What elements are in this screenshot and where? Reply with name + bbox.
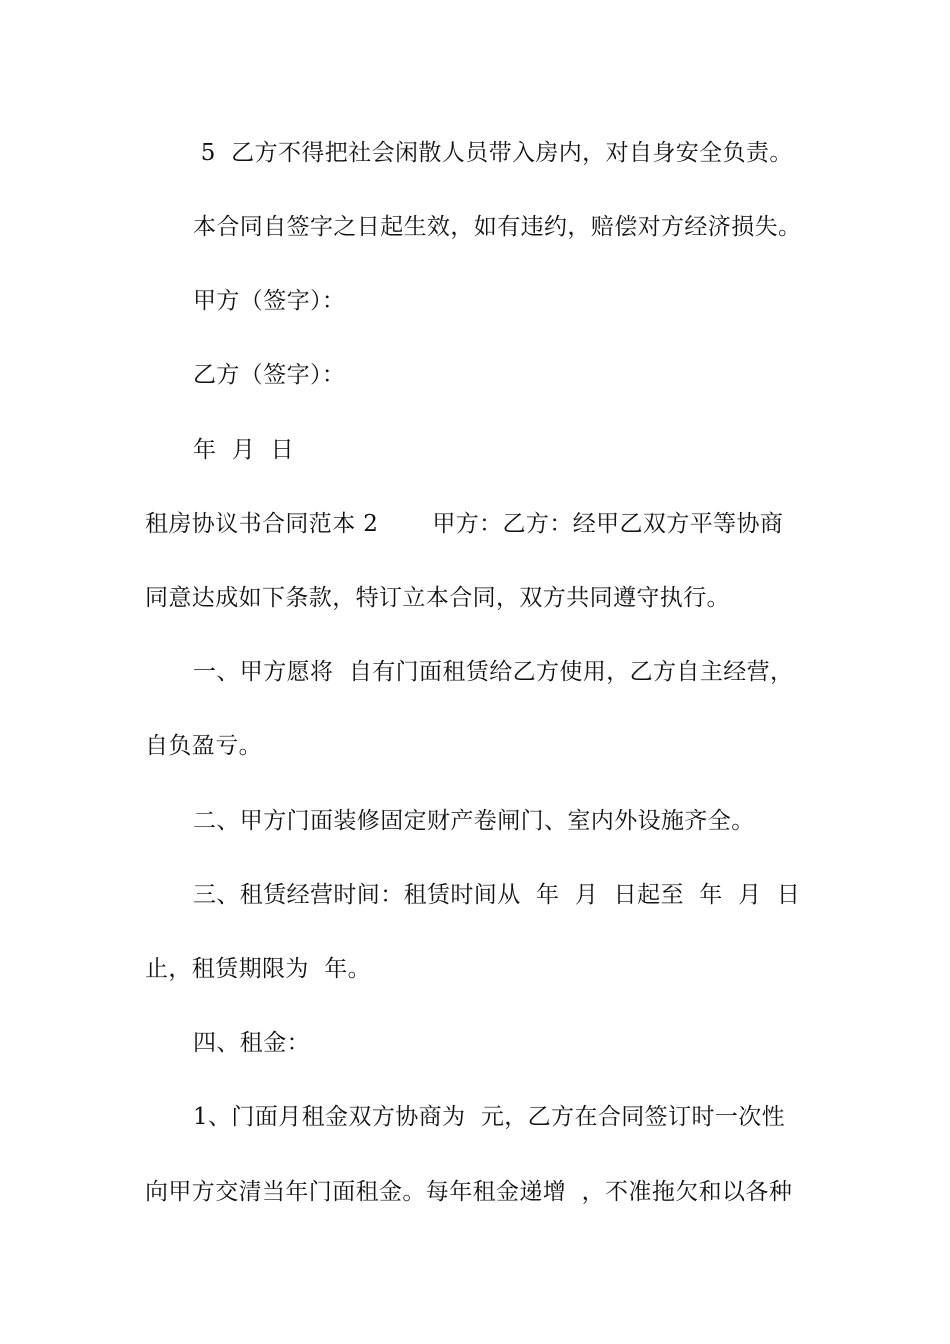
date-line: 年 月 日 — [193, 437, 295, 463]
article-3-text: 三、租赁经营时间：租赁时间从 年 月 日起至 年 月 日 — [193, 882, 801, 908]
clause-5-text: 5 乙方不得把社会闲散人员带入房内，对自身安全负责。 — [193, 140, 793, 166]
article-1-text: 一、甲方愿将 自有门面租赁给乙方使用，乙方自主经营， — [193, 659, 794, 685]
article-1-continuation: 自负盈亏。 — [145, 733, 262, 759]
article-2-text: 二、甲方门面装修固定财产卷闸门、室内外设施齐全。 — [193, 808, 755, 834]
article-4-item-1-text: 1、门面月租金双方协商为 元，乙方在合同签订时一次性 — [193, 1104, 786, 1130]
party-a-signature-line: 甲方（签字）： — [193, 288, 346, 314]
article-3-continuation: 止，租赁期限为 年。 — [145, 956, 372, 982]
article-4-item-1-continuation: 向甲方交清当年门面租金。每年租金递增 ，不准拖欠和以各种 — [145, 1179, 793, 1205]
party-b-signature-line: 乙方（签字）： — [193, 362, 346, 388]
template-title-line: 租房协议书合同范本 2 甲方：乙方：经甲乙双方平等协商 — [145, 511, 784, 537]
effective-clause-text: 本合同自签字之日起生效，如有违约，赔偿对方经济损失。 — [193, 214, 802, 240]
agreement-intro-text: 同意达成如下条款，特订立本合同，双方共同遵守执行。 — [145, 585, 730, 611]
article-4-heading: 四、租金： — [193, 1030, 310, 1056]
